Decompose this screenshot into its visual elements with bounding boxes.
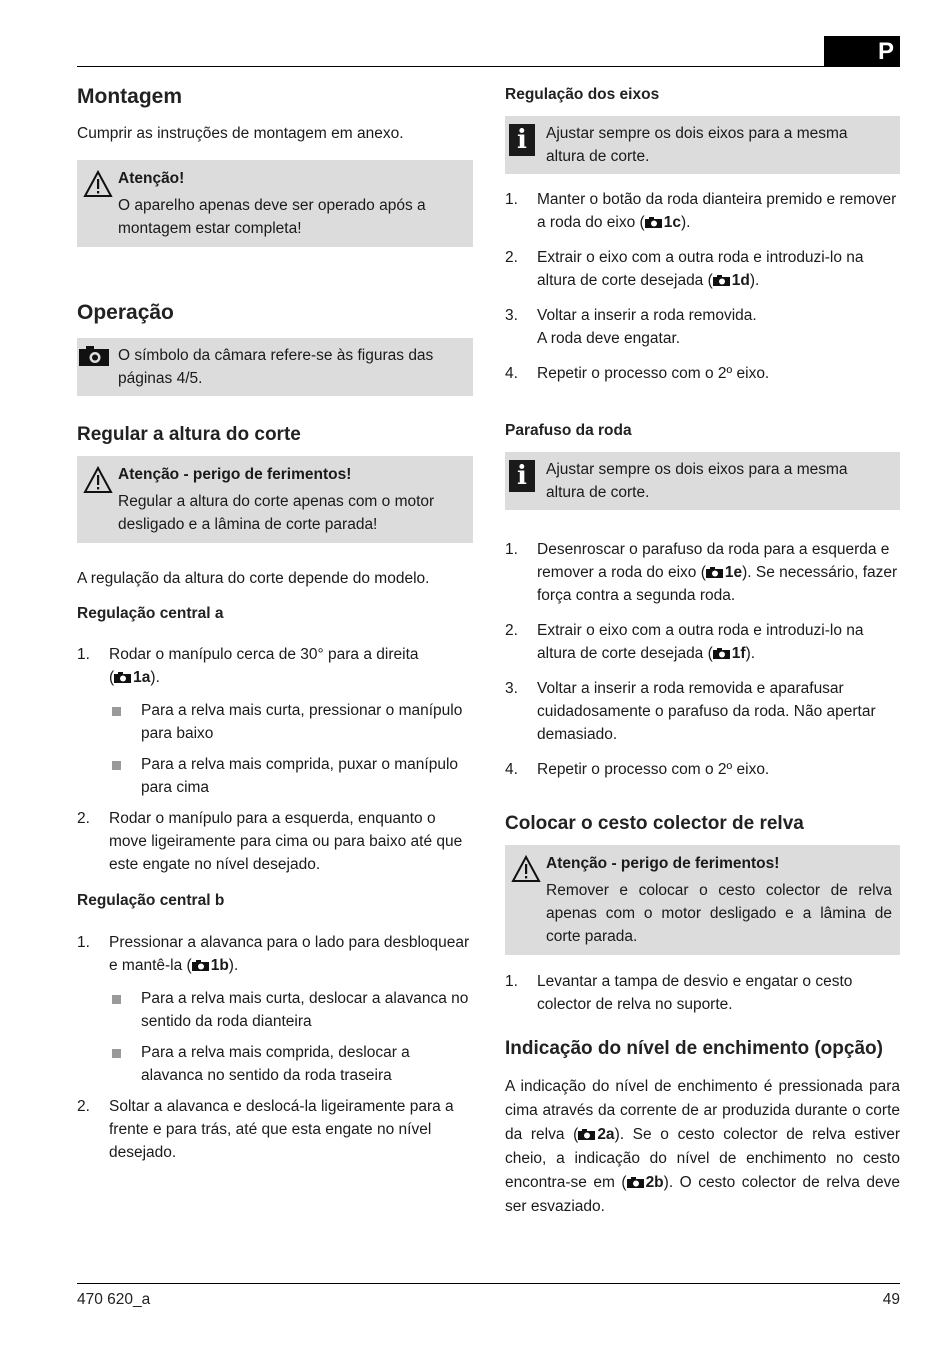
step-number: 2.: [505, 249, 518, 266]
step-text: Voltar a inserir a roda removida.: [537, 307, 757, 324]
right-column: [505, 80, 900, 1219]
section-title-indicacao: Indicação do nível de enchimento (opção): [505, 1038, 883, 1059]
parafuso-info-box: [505, 452, 900, 510]
warning-icon: [511, 855, 541, 883]
step-number: 1.: [77, 934, 90, 951]
warning-text: O aparelho apenas deve ser operado após a montagem estar completa!: [118, 197, 426, 237]
page-number: 49: [882, 1291, 900, 1308]
step-number: 2.: [77, 1098, 90, 1115]
warning-title: Atenção!: [118, 170, 185, 187]
bullet-text: Para a relva mais curta, pressionar o manípulo para baixo: [141, 702, 463, 742]
list-item: [77, 1095, 473, 1164]
figure-reference: 1e: [724, 564, 743, 581]
warning-title: Atenção - perigo de ferimentos!: [546, 855, 780, 872]
warning-icon: [83, 170, 113, 198]
list-item: [505, 758, 900, 781]
list-item: [77, 931, 473, 1087]
step-number: 3.: [505, 680, 518, 697]
step-number: 2.: [77, 810, 90, 827]
document-code: 470 620_a: [77, 1291, 151, 1308]
camera-icon: [79, 346, 109, 366]
list-item: [109, 753, 473, 799]
section-title-montagem: Montagem: [77, 85, 182, 108]
bullet-text: Para a relva mais comprida, deslocar a alavanca no sentido da roda traseira: [141, 1044, 410, 1084]
step-text: Desenroscar o parafuso da roda para a esquerda e remover a roda do eixo (: [537, 541, 890, 581]
figure-reference: 1a: [133, 669, 151, 686]
step-text: A roda deve engatar.: [537, 330, 681, 347]
section-title-regular: Regular a altura do corte: [77, 424, 301, 445]
step-number: 2.: [505, 622, 518, 639]
figure-reference: 1c: [663, 214, 681, 231]
bullet-square-icon: [112, 995, 121, 1004]
info-icon: i: [509, 124, 535, 156]
language-tab: P: [824, 36, 900, 67]
subsection-title-eixos: Regulação dos eixos: [505, 86, 660, 103]
figure-reference: 1b: [210, 957, 229, 974]
list-item: [109, 987, 473, 1033]
step-text: Pressionar a alavanca para o lado para desbloquear e mantê-la (: [109, 934, 470, 974]
camera-icon: [192, 960, 209, 971]
info-text: Ajustar sempre os dois eixos para a mesma altura de corte.: [546, 125, 848, 165]
montagem-warning-box: [77, 160, 473, 247]
list-item: [505, 619, 900, 665]
section-title-operacao: Operação: [77, 301, 174, 324]
list-item: [77, 807, 473, 876]
list-item: [505, 246, 900, 292]
camera-icon: [627, 1177, 644, 1188]
central-b-bullets: [109, 987, 473, 1087]
step-text: ).: [745, 645, 756, 662]
list-item: [109, 699, 473, 745]
step-text: ).: [228, 957, 239, 974]
indicacao-paragraph: [505, 1075, 900, 1219]
section-title-cesto: Colocar o cesto colector de relva: [505, 813, 804, 834]
list-item: [505, 677, 900, 746]
eixos-info-box: [505, 116, 900, 174]
step-number: 3.: [505, 307, 518, 324]
step-text: Repetir o processo com o 2º eixo.: [537, 365, 770, 382]
central-a-bullets: [109, 699, 473, 799]
step-text: Soltar a alavanca e deslocá-la ligeiramente para a frente e para trás, até que esta engate no nível desejado.: [109, 1098, 454, 1161]
paragraph-text: ). O cesto colector de relva deve ser esvaziado.: [505, 1174, 900, 1215]
list-item: [77, 643, 473, 799]
step-text: ).: [150, 669, 160, 686]
regular-intro: A regulação da altura do corte depende do modelo.: [77, 570, 430, 587]
camera-icon: [713, 275, 730, 286]
step-text: ).: [749, 272, 760, 289]
step-number: 1.: [505, 973, 518, 990]
camera-note-box: [77, 338, 473, 396]
eixos-steps: [505, 188, 900, 385]
step-number: 4.: [505, 365, 518, 382]
warning-text: Regular a altura do corte apenas com o motor desligado e a lâmina de corte parada!: [118, 493, 435, 533]
step-text: Levantar a tampa de desvio e engatar o cesto colector de relva no suporte.: [537, 973, 853, 1013]
step-number: 1.: [505, 541, 518, 558]
list-item: [505, 970, 900, 1016]
montagem-intro: Cumprir as instruções de montagem em anexo.: [77, 125, 404, 142]
step-text: Repetir o processo com o 2º eixo.: [537, 761, 770, 778]
step-number: 4.: [505, 761, 518, 778]
warning-title: Atenção - perigo de ferimentos!: [118, 466, 352, 483]
cesto-steps: [505, 970, 900, 1016]
list-item: [505, 304, 900, 350]
step-text: Extrair o eixo com a outra roda e introduzi-lo na altura de corte desejada (: [537, 622, 864, 662]
step-text: Voltar a inserir a roda removida e aparafusar cuidadosamente o parafuso da roda. Não apertar demasiado.: [537, 680, 876, 743]
step-text: Rodar o manípulo para a esquerda, enquanto o move ligeiramente para cima ou para baixo até que este engate no nível desejado.: [109, 810, 463, 873]
figure-reference: 2b: [645, 1174, 664, 1191]
info-icon: i: [509, 460, 535, 492]
step-number: 1.: [505, 191, 518, 208]
step-text: ). Se necessário, fazer força contra a segunda roda.: [537, 564, 898, 604]
bullet-text: Para a relva mais curta, deslocar a alavanca no sentido da roda dianteira: [141, 990, 469, 1030]
bullet-text: Para a relva mais comprida, puxar o manípulo para cima: [141, 756, 459, 796]
info-text: Ajustar sempre os dois eixos para a mesma altura de corte.: [546, 461, 848, 501]
central-a-steps: [77, 643, 473, 876]
figure-reference: 1d: [731, 272, 750, 289]
camera-note-text: O símbolo da câmara refere-se às figuras das páginas 4/5.: [118, 347, 434, 387]
step-text: Extrair o eixo com a outra roda e introduzi-lo na altura de corte desejada (: [537, 249, 864, 289]
step-text: ).: [680, 214, 691, 231]
paragraph-text: ). Se o cesto colector de relva estiver cheio, a indicação do nível de enchimento no cesto encontra-se em (: [505, 1126, 900, 1191]
list-item: [505, 538, 900, 607]
step-text: (: [109, 669, 115, 686]
paragraph-text: A indicação do nível de enchimento é pressionada para cima através da corrente de ar produzida durante o corte da relva (: [505, 1078, 900, 1143]
step-text: Manter o botão da roda dianteira premido e remover a roda do eixo (: [537, 191, 897, 231]
camera-icon: [578, 1129, 595, 1140]
list-item: [505, 188, 900, 234]
camera-icon: [114, 672, 131, 683]
bullet-square-icon: [112, 761, 121, 770]
subsection-title-parafuso: Parafuso da roda: [505, 422, 632, 439]
camera-icon: [706, 567, 723, 578]
camera-icon: [645, 217, 662, 228]
parafuso-steps: [505, 538, 900, 781]
footer-rule: [77, 1283, 900, 1284]
warning-text: Remover e colocar o cesto colector de relva apenas com o motor desligado e a lâmina de corte parada.: [546, 882, 892, 945]
list-item: [109, 1041, 473, 1087]
step-number: 1.: [77, 646, 90, 663]
list-item: [505, 362, 900, 385]
step-text: Rodar o manípulo cerca de 30° para a direita: [109, 646, 419, 663]
bullet-square-icon: [112, 1049, 121, 1058]
header-rule: [77, 66, 900, 67]
cesto-warning-box: [505, 845, 900, 955]
camera-icon: [713, 648, 730, 659]
regular-warning-box: [77, 456, 473, 543]
subsection-title-central-a: Regulação central a: [77, 605, 224, 622]
left-column: [77, 80, 473, 1164]
bullet-square-icon: [112, 707, 121, 716]
central-b-steps: [77, 931, 473, 1164]
warning-icon: [83, 466, 113, 494]
figure-reference: 2a: [597, 1126, 615, 1143]
subsection-title-central-b: Regulação central b: [77, 892, 225, 909]
figure-reference: 1f: [731, 645, 746, 662]
